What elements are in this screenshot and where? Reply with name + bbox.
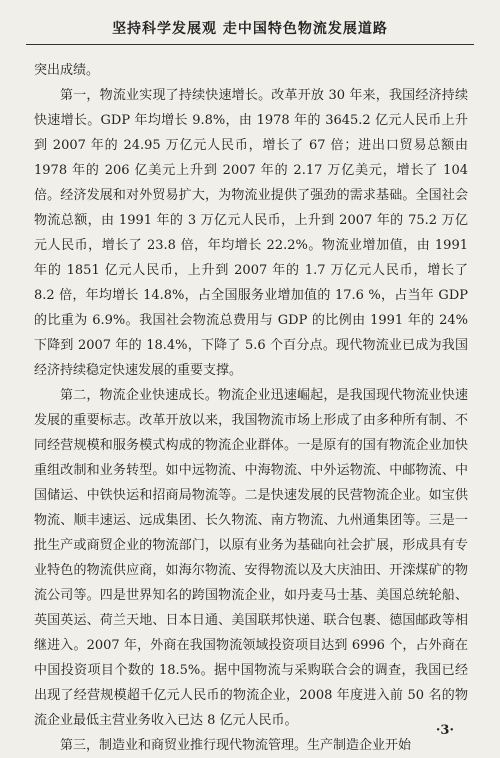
page-number: ·3· — [435, 723, 454, 738]
paragraph-second: 第二，物流企业快速成长。物流企业迅速崛起，是我国现代物流业快速发展的重要标志。改革开放以来，我国物流市场上形成了由多种所有制、不同经营规模和服务模式构成的物流企业群体。一是原有的国有物流企业加快重组改制和业务转型。如中远物流、中海物流、中外运物流、中邮物流、中国储运、中铁快运和招商局物流等。二是快速发展的民营物流企业。如宝供物流、顺丰速运、远成集团、长久物流、南方物流、九州通集团等。三是一批生产或商贸企业的物流部门，以原有业务为基础向社会扩展，形成具有专业特色的物流供应商，如海尔物流、安得物流以及大庆油田、开滦煤矿的物流公司等。四是世界知名的跨国物流企业，如丹麦马士基、美国总统轮船、英国英运、荷兰天地、日本日通、美国联邦快递、联合包裹、德国邮政等相继进入。2007 年，外商在我国物流领域投资项目达到 6996 个，占外商在中国投资项目个数的 18.5%。据中国物流与采购联合会的调查，我国已经出现了经营规模超千亿元人民币的物流企业，2008 年度进入前 50 名的物流企业最低主营业务收入已达 8 亿元人民币。 — [34, 388, 468, 728]
paragraph-third: 第三，制造业和商贸业推行现代物流管理。生产制造企业开始 — [60, 738, 412, 753]
paragraph-first: 第一，物流业实现了持续快速增长。改革开放 30 年来，我国经济持续快速增长。GDP 年均增长 9.8%，由 1978 年的 3645.2 亿元人民币上升到 2007 年的 24.95 万亿元人民币，增长了 67 倍；进出口贸易总额由 1978 年的 206 亿美元上升到 2007 年的 2.17 万亿美元，增长了 104 倍。经济发展和对外贸易扩大，为物流业提供了强劲的需求基础。全国社会物流总额，由 1991 年的 3 万亿元人民币，上升到 2007 年的 75.2 万亿元人民币，增长了 23.8 倍，年均增长 22.2%。物流业增加值，由 1991 年的 1851 亿元人民币，上升到 2007 年的 1.7 万亿元人民币，增长了 8.2 倍，年均增长 14.8%，占全国服务业增加值的 17.6 %，占当年 GDP 的比重为 6.9%。我国社会物流总费用与 GDP 的比例由 1991 年的 24% 下降到 2007 年的 18.4%，下降了 5.6 个百分点。现代物流业已成为我国经济持续稳定快速发展的重要支撑。 — [34, 88, 468, 378]
running-header: 坚持科学发展观 走中国特色物流发展道路 — [112, 21, 388, 37]
paragraph-continuation: 突出成绩。 — [34, 63, 100, 78]
header-rule — [26, 44, 474, 45]
body-text — [34, 58, 468, 758]
